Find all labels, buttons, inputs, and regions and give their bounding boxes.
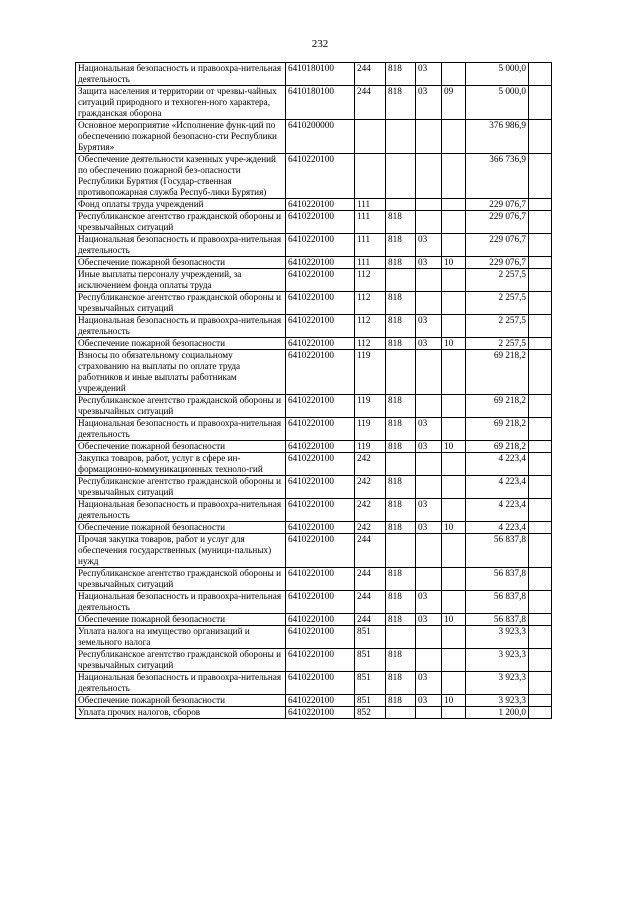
row-name: Защита населения и территории от чрезвы-чайных ситуаций природного и техноген-ного характера, гражданская оборона xyxy=(76,86,286,120)
row-subsection xyxy=(442,499,466,522)
row-name: Иные выплаты персоналу учреждений, за исключением фонда оплаты труда xyxy=(76,269,286,292)
row-subsection xyxy=(442,626,466,649)
row-empty-cell xyxy=(529,315,552,338)
row-section: 03 xyxy=(416,234,442,257)
row-target-article: 6410220100 xyxy=(286,269,355,292)
row-name: Республиканское агентство гражданской обороны и чрезвычайных ситуаций xyxy=(76,476,286,499)
row-expense-type xyxy=(355,120,386,154)
row-target-article: 6410220100 xyxy=(286,453,355,476)
row-empty-cell xyxy=(529,211,552,234)
row-empty-cell xyxy=(529,292,552,315)
row-section: 03 xyxy=(416,614,442,626)
row-expense-type: 852 xyxy=(355,707,386,719)
row-empty-cell xyxy=(529,649,552,672)
row-expense-type xyxy=(355,154,386,199)
row-section xyxy=(416,292,442,315)
row-subsection xyxy=(442,63,466,86)
table-row xyxy=(76,707,552,719)
row-subsection: 10 xyxy=(442,257,466,269)
row-administrator: 818 xyxy=(386,591,416,614)
budget-table-body xyxy=(76,63,552,719)
row-target-article: 6410220100 xyxy=(286,211,355,234)
row-administrator xyxy=(386,534,416,568)
row-subsection xyxy=(442,211,466,234)
row-amount: 56 837,8 xyxy=(466,568,529,591)
table-row xyxy=(76,338,552,350)
row-amount: 4 223,4 xyxy=(466,499,529,522)
row-administrator xyxy=(386,350,416,395)
row-section: 03 xyxy=(416,499,442,522)
row-amount: 69 218,2 xyxy=(466,350,529,395)
table-row xyxy=(76,234,552,257)
table-row xyxy=(76,499,552,522)
row-expense-type: 242 xyxy=(355,522,386,534)
row-target-article: 6410180100 xyxy=(286,86,355,120)
row-name: Национальная безопасность и правоохра-нительная деятельность xyxy=(76,315,286,338)
row-target-article: 6410220100 xyxy=(286,476,355,499)
row-expense-type: 119 xyxy=(355,441,386,453)
row-target-article: 6410220100 xyxy=(286,626,355,649)
row-section: 03 xyxy=(416,695,442,707)
row-subsection xyxy=(442,707,466,719)
row-subsection: 10 xyxy=(442,441,466,453)
row-target-article: 6410200000 xyxy=(286,120,355,154)
row-name: Основное мероприятие «Исполнение функ-ций по обеспечению пожарной безопасно-сти Республики Бурятия» xyxy=(76,120,286,154)
row-amount: 69 218,2 xyxy=(466,441,529,453)
row-name: Национальная безопасность и правоохра-нительная деятельность xyxy=(76,418,286,441)
row-amount: 2 257,5 xyxy=(466,315,529,338)
row-target-article: 6410220100 xyxy=(286,614,355,626)
row-expense-type: 111 xyxy=(355,234,386,257)
row-expense-type: 244 xyxy=(355,591,386,614)
row-empty-cell xyxy=(529,707,552,719)
table-row xyxy=(76,453,552,476)
row-expense-type: 244 xyxy=(355,614,386,626)
row-administrator xyxy=(386,707,416,719)
row-name: Обеспечение пожарной безопасности xyxy=(76,695,286,707)
row-subsection: 10 xyxy=(442,695,466,707)
row-name: Прочая закупка товаров, работ и услуг для обеспечения государственных (муници-пальных) нужд xyxy=(76,534,286,568)
table-row xyxy=(76,292,552,315)
row-expense-type: 112 xyxy=(355,269,386,292)
row-amount: 366 736,9 xyxy=(466,154,529,199)
row-empty-cell xyxy=(529,199,552,211)
budget-table xyxy=(75,62,552,719)
page-number: 232 xyxy=(311,38,329,50)
row-target-article: 6410220100 xyxy=(286,672,355,695)
row-empty-cell xyxy=(529,441,552,453)
table-row xyxy=(76,269,552,292)
row-subsection xyxy=(442,453,466,476)
row-administrator: 818 xyxy=(386,292,416,315)
row-subsection xyxy=(442,292,466,315)
row-empty-cell xyxy=(529,63,552,86)
row-subsection xyxy=(442,154,466,199)
table-row xyxy=(76,120,552,154)
row-administrator xyxy=(386,269,416,292)
row-section xyxy=(416,476,442,499)
row-name: Республиканское агентство гражданской обороны и чрезвычайных ситуаций xyxy=(76,649,286,672)
row-subsection: 10 xyxy=(442,338,466,350)
row-amount: 2 257,5 xyxy=(466,292,529,315)
row-amount: 3 923,3 xyxy=(466,649,529,672)
row-administrator: 818 xyxy=(386,522,416,534)
row-amount: 5 000,0 xyxy=(466,86,529,120)
row-subsection xyxy=(442,649,466,672)
table-row xyxy=(76,418,552,441)
row-expense-type: 119 xyxy=(355,350,386,395)
row-empty-cell xyxy=(529,499,552,522)
row-target-article: 6410220100 xyxy=(286,154,355,199)
table-row xyxy=(76,614,552,626)
row-name: Республиканское агентство гражданской обороны и чрезвычайных ситуаций xyxy=(76,292,286,315)
row-empty-cell xyxy=(529,522,552,534)
table-row xyxy=(76,672,552,695)
row-administrator: 818 xyxy=(386,568,416,591)
row-target-article: 6410220100 xyxy=(286,695,355,707)
row-empty-cell xyxy=(529,476,552,499)
row-section xyxy=(416,154,442,199)
row-amount: 56 837,8 xyxy=(466,591,529,614)
row-subsection xyxy=(442,568,466,591)
row-administrator: 818 xyxy=(386,234,416,257)
row-name: Национальная безопасность и правоохра-нительная деятельность xyxy=(76,499,286,522)
row-amount: 2 257,5 xyxy=(466,338,529,350)
row-section: 03 xyxy=(416,315,442,338)
row-amount: 1 200,0 xyxy=(466,707,529,719)
row-amount: 4 223,4 xyxy=(466,453,529,476)
row-administrator: 818 xyxy=(386,441,416,453)
row-section: 03 xyxy=(416,418,442,441)
row-target-article: 6410220100 xyxy=(286,338,355,350)
row-section: 03 xyxy=(416,591,442,614)
row-expense-type: 112 xyxy=(355,292,386,315)
row-empty-cell xyxy=(529,269,552,292)
row-empty-cell xyxy=(529,257,552,269)
row-amount: 3 923,3 xyxy=(466,695,529,707)
row-administrator: 818 xyxy=(386,649,416,672)
row-section: 03 xyxy=(416,522,442,534)
row-expense-type: 244 xyxy=(355,568,386,591)
row-amount: 229 076,7 xyxy=(466,257,529,269)
row-expense-type: 851 xyxy=(355,649,386,672)
row-section xyxy=(416,568,442,591)
row-expense-type: 851 xyxy=(355,626,386,649)
row-administrator xyxy=(386,120,416,154)
row-section xyxy=(416,199,442,211)
row-name: Обеспечение пожарной безопасности xyxy=(76,522,286,534)
row-amount: 229 076,7 xyxy=(466,211,529,234)
row-section xyxy=(416,395,442,418)
row-target-article: 6410220100 xyxy=(286,499,355,522)
row-name: Уплата прочих налогов, сборов xyxy=(76,707,286,719)
row-subsection xyxy=(442,672,466,695)
table-row xyxy=(76,534,552,568)
row-expense-type: 851 xyxy=(355,695,386,707)
row-subsection: 10 xyxy=(442,614,466,626)
row-amount: 69 218,2 xyxy=(466,418,529,441)
row-expense-type: 111 xyxy=(355,257,386,269)
row-subsection xyxy=(442,315,466,338)
row-section: 03 xyxy=(416,86,442,120)
row-name: Обеспечение пожарной безопасности xyxy=(76,257,286,269)
row-section xyxy=(416,649,442,672)
row-expense-type: 242 xyxy=(355,476,386,499)
row-section: 03 xyxy=(416,257,442,269)
row-empty-cell xyxy=(529,154,552,199)
row-target-article: 6410220100 xyxy=(286,568,355,591)
row-target-article: 6410220100 xyxy=(286,591,355,614)
row-name: Обеспечение деятельности казенных учре-ждений по обеспечению пожарной без-опасности Республики Бурятия (Государ-ственная противопожарная служба Респуб-лики Бурятия) xyxy=(76,154,286,199)
row-expense-type: 244 xyxy=(355,534,386,568)
row-empty-cell xyxy=(529,672,552,695)
row-expense-type: 111 xyxy=(355,199,386,211)
row-empty-cell xyxy=(529,614,552,626)
row-name: Обеспечение пожарной безопасности xyxy=(76,338,286,350)
row-administrator xyxy=(386,199,416,211)
row-expense-type: 851 xyxy=(355,672,386,695)
row-empty-cell xyxy=(529,120,552,154)
table-row xyxy=(76,154,552,199)
row-expense-type: 112 xyxy=(355,315,386,338)
row-administrator xyxy=(386,626,416,649)
row-expense-type: 242 xyxy=(355,453,386,476)
row-subsection xyxy=(442,534,466,568)
row-section xyxy=(416,211,442,234)
row-amount: 4 223,4 xyxy=(466,476,529,499)
row-expense-type: 112 xyxy=(355,338,386,350)
row-administrator: 818 xyxy=(386,257,416,269)
row-subsection xyxy=(442,418,466,441)
table-row xyxy=(76,626,552,649)
table-row xyxy=(76,476,552,499)
row-administrator: 818 xyxy=(386,476,416,499)
row-administrator: 818 xyxy=(386,338,416,350)
row-subsection xyxy=(442,395,466,418)
table-row xyxy=(76,395,552,418)
row-section xyxy=(416,453,442,476)
row-subsection xyxy=(442,476,466,499)
row-empty-cell xyxy=(529,695,552,707)
row-target-article: 6410220100 xyxy=(286,292,355,315)
row-section xyxy=(416,707,442,719)
row-subsection: 10 xyxy=(442,522,466,534)
row-target-article: 6410220100 xyxy=(286,522,355,534)
row-name: Взносы по обязательному социальному страхованию на выплаты по оплате труда работников и иные выплаты работникам учреждений xyxy=(76,350,286,395)
row-name: Уплата налога на имущество организаций и земельного налога xyxy=(76,626,286,649)
table-row xyxy=(76,315,552,338)
table-row xyxy=(76,522,552,534)
row-amount: 229 076,7 xyxy=(466,199,529,211)
row-target-article: 6410220100 xyxy=(286,234,355,257)
row-empty-cell xyxy=(529,338,552,350)
row-administrator: 818 xyxy=(386,395,416,418)
row-administrator: 818 xyxy=(386,695,416,707)
row-amount: 56 837,8 xyxy=(466,534,529,568)
row-target-article: 6410220100 xyxy=(286,199,355,211)
row-administrator xyxy=(386,453,416,476)
row-name: Обеспечение пожарной безопасности xyxy=(76,614,286,626)
table-row xyxy=(76,441,552,453)
row-name: Национальная безопасность и правоохра-нительная деятельность xyxy=(76,63,286,86)
row-empty-cell xyxy=(529,418,552,441)
row-empty-cell xyxy=(529,395,552,418)
row-empty-cell xyxy=(529,86,552,120)
row-target-article: 6410220100 xyxy=(286,350,355,395)
row-subsection xyxy=(442,350,466,395)
row-target-article: 6410220100 xyxy=(286,315,355,338)
row-expense-type: 119 xyxy=(355,395,386,418)
row-empty-cell xyxy=(529,534,552,568)
table-row xyxy=(76,86,552,120)
table-row xyxy=(76,257,552,269)
table-row xyxy=(76,695,552,707)
row-section xyxy=(416,269,442,292)
row-target-article: 6410220100 xyxy=(286,441,355,453)
table-row xyxy=(76,199,552,211)
row-empty-cell xyxy=(529,626,552,649)
row-expense-type: 244 xyxy=(355,63,386,86)
table-row xyxy=(76,591,552,614)
row-expense-type: 244 xyxy=(355,86,386,120)
row-target-article: 6410180100 xyxy=(286,63,355,86)
row-amount: 2 257,5 xyxy=(466,269,529,292)
row-target-article: 6410220100 xyxy=(286,257,355,269)
row-section xyxy=(416,626,442,649)
row-administrator: 818 xyxy=(386,86,416,120)
row-section: 03 xyxy=(416,63,442,86)
row-name: Фонд оплаты труда учреждений xyxy=(76,199,286,211)
row-subsection xyxy=(442,269,466,292)
row-amount: 3 923,3 xyxy=(466,626,529,649)
row-amount: 5 000,0 xyxy=(466,63,529,86)
row-amount: 4 223,4 xyxy=(466,522,529,534)
row-target-article: 6410220100 xyxy=(286,395,355,418)
row-empty-cell xyxy=(529,453,552,476)
row-expense-type: 242 xyxy=(355,499,386,522)
row-subsection xyxy=(442,199,466,211)
row-amount: 56 837,8 xyxy=(466,614,529,626)
row-empty-cell xyxy=(529,350,552,395)
table-row xyxy=(76,649,552,672)
row-name: Закупка товаров, работ, услуг в сфере ин-формационно-коммуникационных техноло-гий xyxy=(76,453,286,476)
row-empty-cell xyxy=(529,591,552,614)
row-section: 03 xyxy=(416,441,442,453)
row-subsection xyxy=(442,591,466,614)
row-name: Национальная безопасность и правоохра-нительная деятельность xyxy=(76,591,286,614)
table-row xyxy=(76,211,552,234)
row-amount: 229 076,7 xyxy=(466,234,529,257)
row-section: 03 xyxy=(416,672,442,695)
row-empty-cell xyxy=(529,568,552,591)
row-administrator: 818 xyxy=(386,315,416,338)
table-row xyxy=(76,568,552,591)
row-name: Национальная безопасность и правоохра-нительная деятельность xyxy=(76,234,286,257)
row-name: Национальная безопасность и правоохра-нительная деятельность xyxy=(76,672,286,695)
row-administrator: 818 xyxy=(386,418,416,441)
row-name: Республиканское агентство гражданской обороны и чрезвычайных ситуаций xyxy=(76,568,286,591)
row-name: Обеспечение пожарной безопасности xyxy=(76,441,286,453)
row-section xyxy=(416,120,442,154)
row-target-article: 6410220100 xyxy=(286,418,355,441)
row-section xyxy=(416,534,442,568)
row-expense-type: 119 xyxy=(355,418,386,441)
row-amount: 376 986,9 xyxy=(466,120,529,154)
row-section: 03 xyxy=(416,338,442,350)
row-target-article: 6410220100 xyxy=(286,649,355,672)
row-subsection: 09 xyxy=(442,86,466,120)
row-expense-type: 111 xyxy=(355,211,386,234)
row-amount: 3 923,3 xyxy=(466,672,529,695)
row-subsection xyxy=(442,120,466,154)
row-target-article: 6410220100 xyxy=(286,534,355,568)
table-row xyxy=(76,63,552,86)
row-name: Республиканское агентство гражданской обороны и чрезвычайных ситуаций xyxy=(76,395,286,418)
row-administrator: 818 xyxy=(386,499,416,522)
row-administrator: 818 xyxy=(386,211,416,234)
row-administrator: 818 xyxy=(386,672,416,695)
row-section xyxy=(416,350,442,395)
table-row xyxy=(76,350,552,395)
row-empty-cell xyxy=(529,234,552,257)
row-administrator xyxy=(386,154,416,199)
row-name: Республиканское агентство гражданской обороны и чрезвычайных ситуаций xyxy=(76,211,286,234)
row-target-article: 6410220100 xyxy=(286,707,355,719)
row-subsection xyxy=(442,234,466,257)
row-administrator: 818 xyxy=(386,614,416,626)
row-administrator: 818 xyxy=(386,63,416,86)
row-amount: 69 218,2 xyxy=(466,395,529,418)
